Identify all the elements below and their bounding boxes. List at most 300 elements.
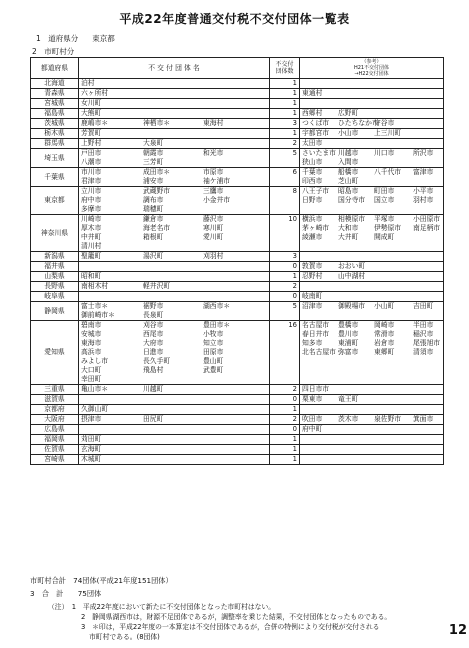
- cities-cell: [79, 99, 270, 109]
- reference-cell: [300, 215, 444, 252]
- reference-city-name: 伊勢原市: [374, 224, 402, 232]
- reference-city-name: 岡崎市: [374, 321, 395, 329]
- reference-city-name: 国立市: [374, 196, 395, 204]
- reference-city-name: おおい町: [338, 262, 366, 270]
- reference-city-name: つくば市: [302, 119, 330, 127]
- cities-cell: [79, 168, 270, 187]
- reference-city-name: 相模原市: [338, 215, 366, 223]
- city-name: 多摩市: [81, 205, 102, 213]
- city-name: 飛島村: [143, 366, 164, 374]
- prefecture-cell: 佐賀県: [31, 445, 79, 455]
- municipal-total-label: 市町村合計: [30, 576, 66, 585]
- prefecture-cell: 大阪府: [31, 415, 79, 425]
- prefecture-cell: 京都府: [31, 405, 79, 415]
- table-row: [31, 79, 444, 89]
- city-name: 御前崎市＊: [81, 311, 115, 319]
- header-ref-sub1: H21不交付団体: [353, 65, 390, 71]
- cities-cell: [79, 425, 270, 435]
- city-name: 神栖市＊: [143, 119, 171, 127]
- city-name: 八潮市: [81, 158, 102, 166]
- city-name: 田尻町: [143, 415, 164, 423]
- city-name: 碧南市: [81, 321, 102, 329]
- note-line: （注） 1 平成22年度において新たに不交付団体となった市町村はない。: [48, 603, 276, 611]
- reference-city-name: 西郷村: [302, 109, 323, 117]
- city-name: 小牧市: [203, 330, 224, 338]
- header-count: 不交付 団体数: [270, 58, 300, 79]
- count-cell: 3: [270, 252, 300, 262]
- count-cell: 0: [270, 292, 300, 302]
- reference-city-name: 南足柄市: [413, 224, 441, 232]
- reference-city-name: 弥富市: [338, 348, 359, 356]
- city-name: 知立市: [203, 339, 224, 347]
- count-cell: 5: [270, 149, 300, 168]
- reference-city-name: 尾張旭市: [413, 339, 441, 347]
- city-name: 芳賀町: [81, 129, 102, 137]
- section-municipal: 2 市町村分: [32, 47, 75, 56]
- prefecture-cell: 愛知県: [31, 321, 79, 385]
- reference-city-name: 知多市: [302, 339, 323, 347]
- count-cell: 2: [270, 415, 300, 425]
- table-row: [31, 168, 444, 187]
- count-cell: 1: [270, 455, 300, 465]
- cities-cell: [79, 292, 270, 302]
- city-name: 久御山町: [81, 405, 109, 413]
- reference-city-name: 栗東市: [302, 395, 323, 403]
- reference-cell: [300, 455, 444, 465]
- city-name: みよし市: [81, 357, 109, 365]
- count-cell: 1: [270, 129, 300, 139]
- city-name: 豊山町: [203, 357, 224, 365]
- city-name: 武蔵野市: [143, 187, 171, 195]
- count-cell: 16: [270, 321, 300, 385]
- cities-cell: [79, 395, 270, 405]
- city-name: 軽井沢町: [143, 282, 171, 290]
- city-name: 六ヶ所村: [81, 89, 109, 97]
- table-row: [31, 445, 444, 455]
- reference-city-name: 東浦町: [338, 339, 359, 347]
- city-name: 府中市: [81, 196, 102, 204]
- reference-city-name: 太田市: [302, 139, 323, 147]
- cities-cell: [79, 445, 270, 455]
- header-ref-title: （参考）: [361, 59, 382, 65]
- reference-cell: [300, 129, 444, 139]
- city-name: 南相木村: [81, 282, 109, 290]
- table-row: [31, 252, 444, 262]
- reference-cell: [300, 168, 444, 187]
- reference-city-name: 所沢市: [413, 149, 434, 157]
- reference-city-name: 常滑市: [374, 330, 395, 338]
- reference-city-name: 狭山市: [302, 158, 323, 166]
- reference-city-name: 豊川市: [338, 330, 359, 338]
- prefecture-cell: 静岡県: [31, 302, 79, 321]
- prefecture-cell: 宮崎県: [31, 455, 79, 465]
- reference-city-name: 大井町: [338, 233, 359, 241]
- table-row: [31, 292, 444, 302]
- city-name: 厚木市: [81, 224, 102, 232]
- cities-cell: [79, 302, 270, 321]
- prefecture-cell: 新潟県: [31, 252, 79, 262]
- prefecture-cell: 福島県: [31, 109, 79, 119]
- city-name: 成田市＊: [143, 168, 171, 176]
- reference-city-name: 清須市: [413, 348, 434, 356]
- city-name: 豊田市＊: [203, 321, 231, 329]
- reference-city-name: 富津市: [413, 168, 434, 176]
- table-row: [31, 302, 444, 321]
- count-cell: 1: [270, 405, 300, 415]
- city-name: 玄海町: [81, 445, 102, 453]
- reference-cell: [300, 415, 444, 425]
- reference-cell: [300, 187, 444, 215]
- reference-cell: [300, 425, 444, 435]
- city-name: 調布市: [143, 196, 164, 204]
- reference-city-name: 東通村: [302, 89, 323, 97]
- count-cell: 0: [270, 395, 300, 405]
- city-name: 浦安市: [143, 177, 164, 185]
- cities-cell: [79, 405, 270, 415]
- prefecture-cell: 三重県: [31, 385, 79, 395]
- count-cell: 10: [270, 215, 300, 252]
- city-name: 日進市: [143, 348, 164, 356]
- reference-city-name: 茅ヶ崎市: [302, 224, 330, 232]
- city-name: 大府市: [143, 339, 164, 347]
- note-line: 2 静岡県湖西市は，財源不足団体であるが，調整率を乗じた結果，不交付団体となったものである。: [81, 613, 392, 621]
- prefecture-cell: 山梨県: [31, 272, 79, 282]
- cities-cell: [79, 321, 270, 385]
- reference-city-name: 芝山町: [338, 177, 359, 185]
- city-name: 中井町: [81, 233, 102, 241]
- notes: [48, 602, 392, 642]
- city-name: 鎌倉市: [143, 215, 164, 223]
- cities-cell: [79, 282, 270, 292]
- city-name: 亀山市＊: [81, 385, 109, 393]
- reference-city-name: 川越市: [338, 149, 359, 157]
- reference-cell: [300, 139, 444, 149]
- city-name: 海老名市: [143, 224, 171, 232]
- reference-cell: [300, 302, 444, 321]
- prefecture-cell: 長野県: [31, 282, 79, 292]
- city-name: 高浜市: [81, 348, 102, 356]
- cities-cell: [79, 455, 270, 465]
- city-name: 立川市: [81, 187, 102, 195]
- reference-city-name: 岩倉市: [374, 339, 395, 347]
- reference-cell: [300, 272, 444, 282]
- cities-cell: [79, 415, 270, 425]
- city-name: 君津市: [81, 177, 102, 185]
- reference-city-name: 平塚市: [374, 215, 395, 223]
- grant-table: [30, 57, 444, 465]
- reference-city-name: 八千代市: [374, 168, 402, 176]
- reference-city-name: 山中湖村: [338, 272, 366, 280]
- city-name: 戸田市: [81, 149, 102, 157]
- city-name: 袖ケ浦市: [203, 177, 231, 185]
- count-cell: 3: [270, 119, 300, 129]
- section-prefecture-label: 1 道府県分: [36, 34, 79, 43]
- reference-city-name: 府中町: [302, 425, 323, 433]
- reference-cell: [300, 252, 444, 262]
- city-name: 朝霞市: [143, 149, 164, 157]
- table-row: [31, 455, 444, 465]
- reference-city-name: 千葉市: [302, 168, 323, 176]
- reference-city-name: 宇都宮市: [302, 129, 330, 137]
- city-name: 市原市: [203, 168, 224, 176]
- prefecture-cell: 岐阜県: [31, 292, 79, 302]
- reference-city-name: 小田原市: [413, 215, 441, 223]
- reference-city-name: 岐南町: [302, 292, 323, 300]
- reference-cell: [300, 405, 444, 415]
- reference-city-name: 広野町: [338, 109, 359, 117]
- prefecture-cell: 宮城県: [31, 99, 79, 109]
- count-cell: 1: [270, 99, 300, 109]
- section-prefecture-value: 東京都: [92, 34, 115, 43]
- count-cell: 1: [270, 79, 300, 89]
- prefecture-cell: 滋賀県: [31, 395, 79, 405]
- reference-city-name: 沼津市: [302, 302, 323, 310]
- reference-city-name: 町田市: [374, 187, 395, 195]
- cities-cell: [79, 252, 270, 262]
- reference-city-name: ひたちなか市: [338, 119, 379, 127]
- table-header: [31, 58, 444, 79]
- table-row: [31, 215, 444, 252]
- reference-cell: [300, 282, 444, 292]
- reference-city-name: 豊橋市: [338, 321, 359, 329]
- reference-city-name: 北名古屋市: [302, 348, 336, 356]
- city-name: 裾野市: [143, 302, 164, 310]
- city-name: 武豊町: [203, 366, 224, 374]
- reference-city-name: 横浜市: [302, 215, 323, 223]
- table-row: [31, 119, 444, 129]
- cities-cell: [79, 272, 270, 282]
- count-cell: 0: [270, 262, 300, 272]
- city-name: 藤沢市: [203, 215, 224, 223]
- reference-city-name: 守谷市: [374, 119, 395, 127]
- reference-cell: [300, 395, 444, 405]
- city-name: 東海市: [81, 339, 102, 347]
- reference-city-name: さいたま市: [302, 149, 336, 157]
- reference-city-name: 吹田市: [302, 415, 323, 423]
- city-name: 富士市＊: [81, 302, 109, 310]
- city-name: 幸田町: [81, 375, 102, 383]
- note-line: 3 ＊印は，平成22年度の一本算定は不交付団体であるが，合併の特例により交付税が交付される: [81, 623, 380, 631]
- city-name: 昭和町: [81, 272, 102, 280]
- municipal-total-value: 74団体(平成21年度151団体）: [73, 576, 173, 585]
- cities-cell: [79, 385, 270, 395]
- reference-cell: [300, 321, 444, 385]
- reference-city-name: 大和市: [338, 224, 359, 232]
- page-number: 12: [448, 623, 467, 638]
- reference-city-name: 春日井市: [302, 330, 330, 338]
- prefecture-cell: 茨城県: [31, 119, 79, 129]
- count-cell: 5: [270, 302, 300, 321]
- city-name: 川崎市: [81, 215, 102, 223]
- reference-city-name: 東郷町: [374, 348, 395, 356]
- count-cell: 2: [270, 282, 300, 292]
- reference-city-name: 吉田町: [413, 302, 434, 310]
- city-name: 湖西市＊: [203, 302, 231, 310]
- city-name: 市川市: [81, 168, 102, 176]
- reference-city-name: 船橋市: [338, 168, 359, 176]
- reference-city-name: 綾瀬市: [302, 233, 323, 241]
- city-name: 小金井市: [203, 196, 231, 204]
- prefecture-cell: 群馬県: [31, 139, 79, 149]
- reference-city-name: 昭島市: [338, 187, 359, 195]
- count-cell: 1: [270, 109, 300, 119]
- city-name: 川越町: [143, 385, 164, 393]
- table-row: [31, 321, 444, 385]
- city-name: 愛川町: [203, 233, 224, 241]
- reference-city-name: 国分寺市: [338, 196, 366, 204]
- grand-total-value: 75団体: [77, 589, 102, 598]
- cities-cell: [79, 435, 270, 445]
- reference-city-name: 半田市: [413, 321, 434, 329]
- count-cell: 2: [270, 139, 300, 149]
- table-row: [31, 272, 444, 282]
- reference-cell: [300, 435, 444, 445]
- reference-city-name: 川口市: [374, 149, 395, 157]
- prefecture-cell: 東京都: [31, 187, 79, 215]
- reference-city-name: 小山市: [338, 129, 359, 137]
- reference-city-name: 箕面市: [413, 415, 434, 423]
- prefecture-cell: 北海道: [31, 79, 79, 89]
- reference-cell: [300, 89, 444, 99]
- city-name: 女川町: [81, 99, 102, 107]
- cities-cell: [79, 79, 270, 89]
- table-row: [31, 435, 444, 445]
- reference-city-name: 八王子市: [302, 187, 330, 195]
- table-row: [31, 139, 444, 149]
- reference-cell: [300, 99, 444, 109]
- reference-cell: [300, 385, 444, 395]
- header-reference: [300, 58, 444, 79]
- reference-city-name: 羽村市: [413, 196, 434, 204]
- city-name: 清川村: [81, 242, 102, 250]
- reference-city-name: 四日市市: [302, 385, 330, 393]
- prefecture-cell: 神奈川県: [31, 215, 79, 252]
- prefecture-cell: 福岡県: [31, 435, 79, 445]
- count-cell: 1: [270, 272, 300, 282]
- city-name: 上野村: [81, 139, 102, 147]
- reference-city-name: 印西市: [302, 177, 323, 185]
- reference-cell: [300, 149, 444, 168]
- city-name: 刈羽村: [203, 252, 224, 260]
- grand-total-label: 3 合 計: [30, 589, 64, 598]
- cities-cell: [79, 262, 270, 272]
- page-title: 平成22年度普通交付税不交付団体一覧表: [119, 12, 350, 26]
- reference-city-name: 茨木市: [338, 415, 359, 423]
- count-cell: 2: [270, 385, 300, 395]
- prefecture-cell: 千葉県: [31, 168, 79, 187]
- city-name: 苅田町: [81, 435, 102, 443]
- cities-cell: [79, 187, 270, 215]
- reference-city-name: 入間市: [338, 158, 359, 166]
- header-ref-sub2: →H22交付団体: [354, 71, 389, 77]
- city-name: 大熊町: [81, 109, 102, 117]
- city-name: 湯沢町: [143, 252, 164, 260]
- reference-cell: [300, 119, 444, 129]
- reference-city-name: 小平市: [413, 187, 434, 195]
- table-row: [31, 262, 444, 272]
- cities-cell: [79, 109, 270, 119]
- reference-cell: [300, 292, 444, 302]
- reference-city-name: 御殿場市: [338, 302, 366, 310]
- count-cell: 1: [270, 435, 300, 445]
- table-row: [31, 385, 444, 395]
- table-row: [31, 282, 444, 292]
- reference-cell: [300, 109, 444, 119]
- prefecture-cell: 広島県: [31, 425, 79, 435]
- reference-city-name: 小山町: [374, 302, 395, 310]
- city-name: 長泉町: [143, 311, 164, 319]
- table-row: [31, 415, 444, 425]
- municipal-total: [30, 576, 173, 586]
- reference-city-name: 忍野村: [302, 272, 323, 280]
- table-row: [31, 187, 444, 215]
- city-name: 泊村: [81, 79, 95, 87]
- city-name: 大口町: [81, 366, 102, 374]
- city-name: 大泉町: [143, 139, 164, 147]
- city-name: 田原市: [203, 348, 224, 356]
- city-name: 東海村: [203, 119, 224, 127]
- cities-cell: [79, 89, 270, 99]
- city-name: 聖籠町: [81, 252, 102, 260]
- count-cell: 1: [270, 89, 300, 99]
- reference-city-name: 竜王町: [338, 395, 359, 403]
- table-row: [31, 405, 444, 415]
- reference-city-name: 泉佐野市: [374, 415, 402, 423]
- city-name: 刈谷市: [143, 321, 164, 329]
- cities-cell: [79, 149, 270, 168]
- table-row: [31, 109, 444, 119]
- city-name: 西尾市: [143, 330, 164, 338]
- city-name: 鹿嶋市＊: [81, 119, 109, 127]
- city-name: 三鷹市: [203, 187, 224, 195]
- header-prefecture: 都道府県: [31, 58, 79, 79]
- prefecture-cell: 福井県: [31, 262, 79, 272]
- reference-cell: [300, 445, 444, 455]
- city-name: 木城町: [81, 455, 102, 463]
- cities-cell: [79, 129, 270, 139]
- table-row: [31, 149, 444, 168]
- reference-city-name: 日野市: [302, 196, 323, 204]
- count-cell: 0: [270, 425, 300, 435]
- table-row: [31, 89, 444, 99]
- count-cell: 8: [270, 187, 300, 215]
- reference-city-name: 稲沢市: [413, 330, 434, 338]
- grand-total: [30, 589, 101, 599]
- prefecture-cell: 埼玉県: [31, 149, 79, 168]
- prefecture-cell: 青森県: [31, 89, 79, 99]
- reference-cell: [300, 262, 444, 272]
- cities-cell: [79, 119, 270, 129]
- cities-cell: [79, 139, 270, 149]
- prefecture-cell: 栃木県: [31, 129, 79, 139]
- city-name: 安城市: [81, 330, 102, 338]
- table-row: [31, 395, 444, 405]
- note-line: 市町村である。(8団体): [89, 633, 160, 641]
- reference-city-name: 上三川町: [374, 129, 402, 137]
- table-row: [31, 129, 444, 139]
- city-name: 箱根町: [143, 233, 164, 241]
- city-name: 寒川町: [203, 224, 224, 232]
- reference-city-name: 名古屋市: [302, 321, 330, 329]
- city-name: 長久手町: [143, 357, 171, 365]
- section-prefecture: [36, 33, 115, 44]
- city-name: 摂津市: [81, 415, 102, 423]
- table-row: [31, 99, 444, 109]
- reference-city-name: 開成町: [374, 233, 395, 241]
- city-name: 和光市: [203, 149, 224, 157]
- count-cell: 1: [270, 445, 300, 455]
- count-cell: 6: [270, 168, 300, 187]
